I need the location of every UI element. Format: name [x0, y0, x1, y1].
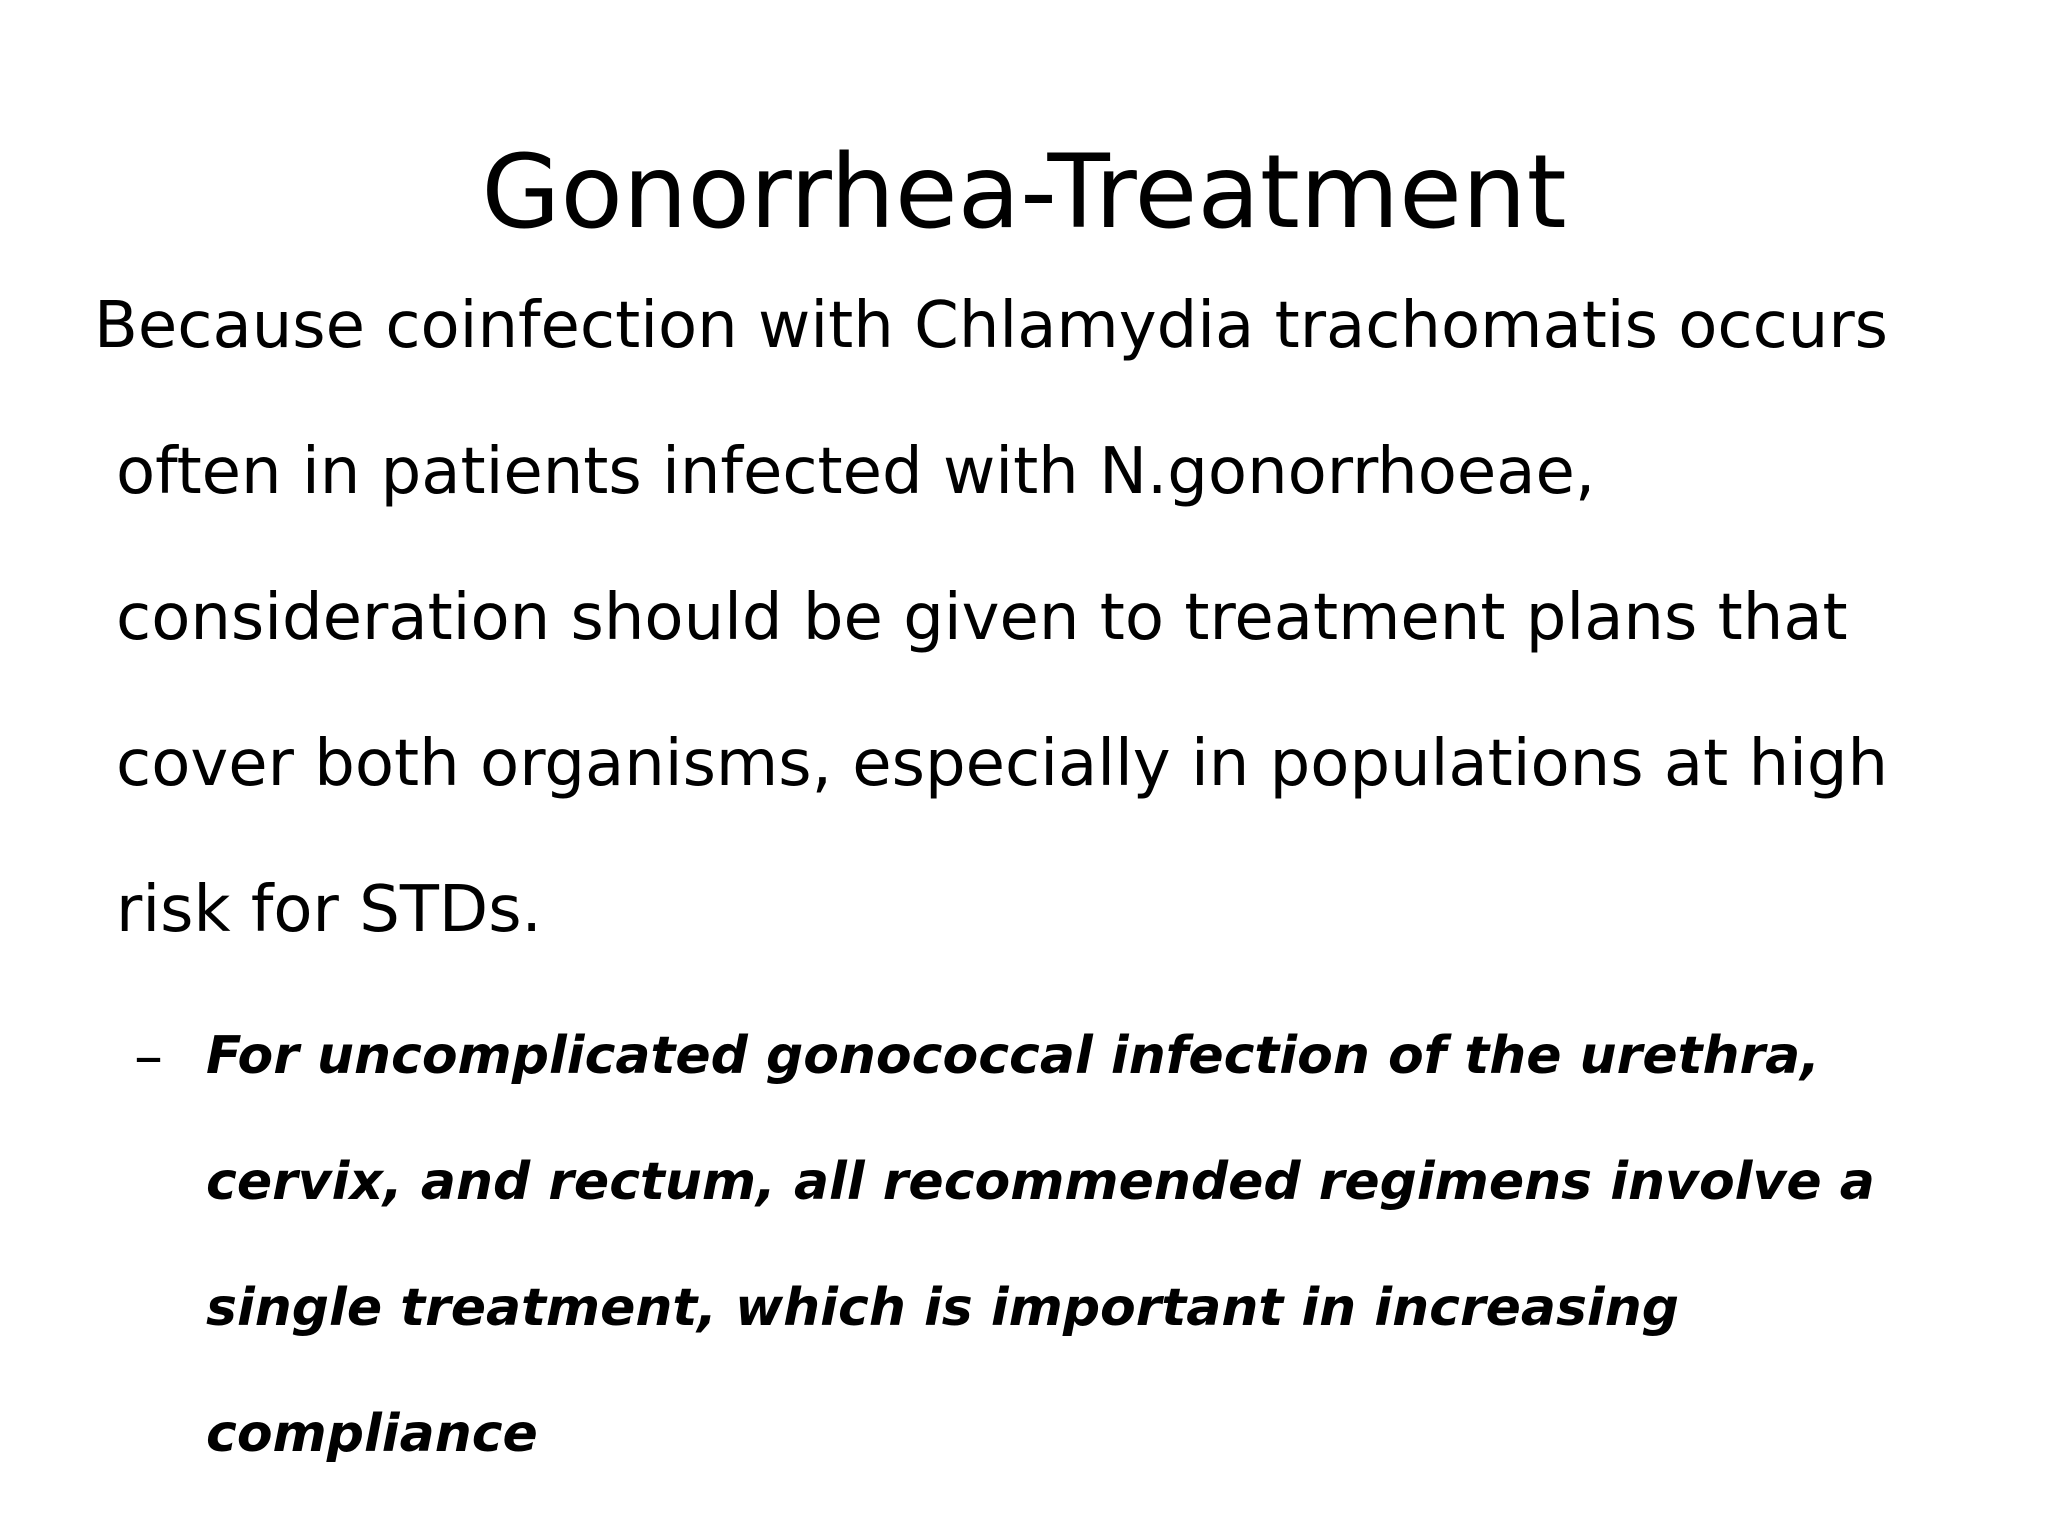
sub-bullet-marker: –: [134, 1022, 163, 1090]
body-text-line: risk for STDs.: [116, 873, 542, 947]
sub-bullet-text-line: cervix, and rectum, all recommended regimens involve a: [206, 1152, 1875, 1212]
sub-bullet-text-line: For uncomplicated gonococcal infection of the urethra,: [206, 1026, 1820, 1086]
body-text-line: consideration should be given to treatment plans that: [116, 581, 1848, 655]
sub-bullet-text-line: compliance: [206, 1404, 538, 1464]
sub-bullet-text-line: single treatment, which is important in increasing: [206, 1278, 1679, 1338]
body-text-line: often in patients infected with N.gonorrhoeae,: [116, 435, 1596, 509]
body-text-line: Because coinfection with Chlamydia trachomatis occurs: [94, 289, 1888, 363]
slide-title: Gonorrhea-Treatment: [481, 133, 1567, 252]
body-text-line: cover both organisms, especially in populations at high: [116, 727, 1889, 801]
